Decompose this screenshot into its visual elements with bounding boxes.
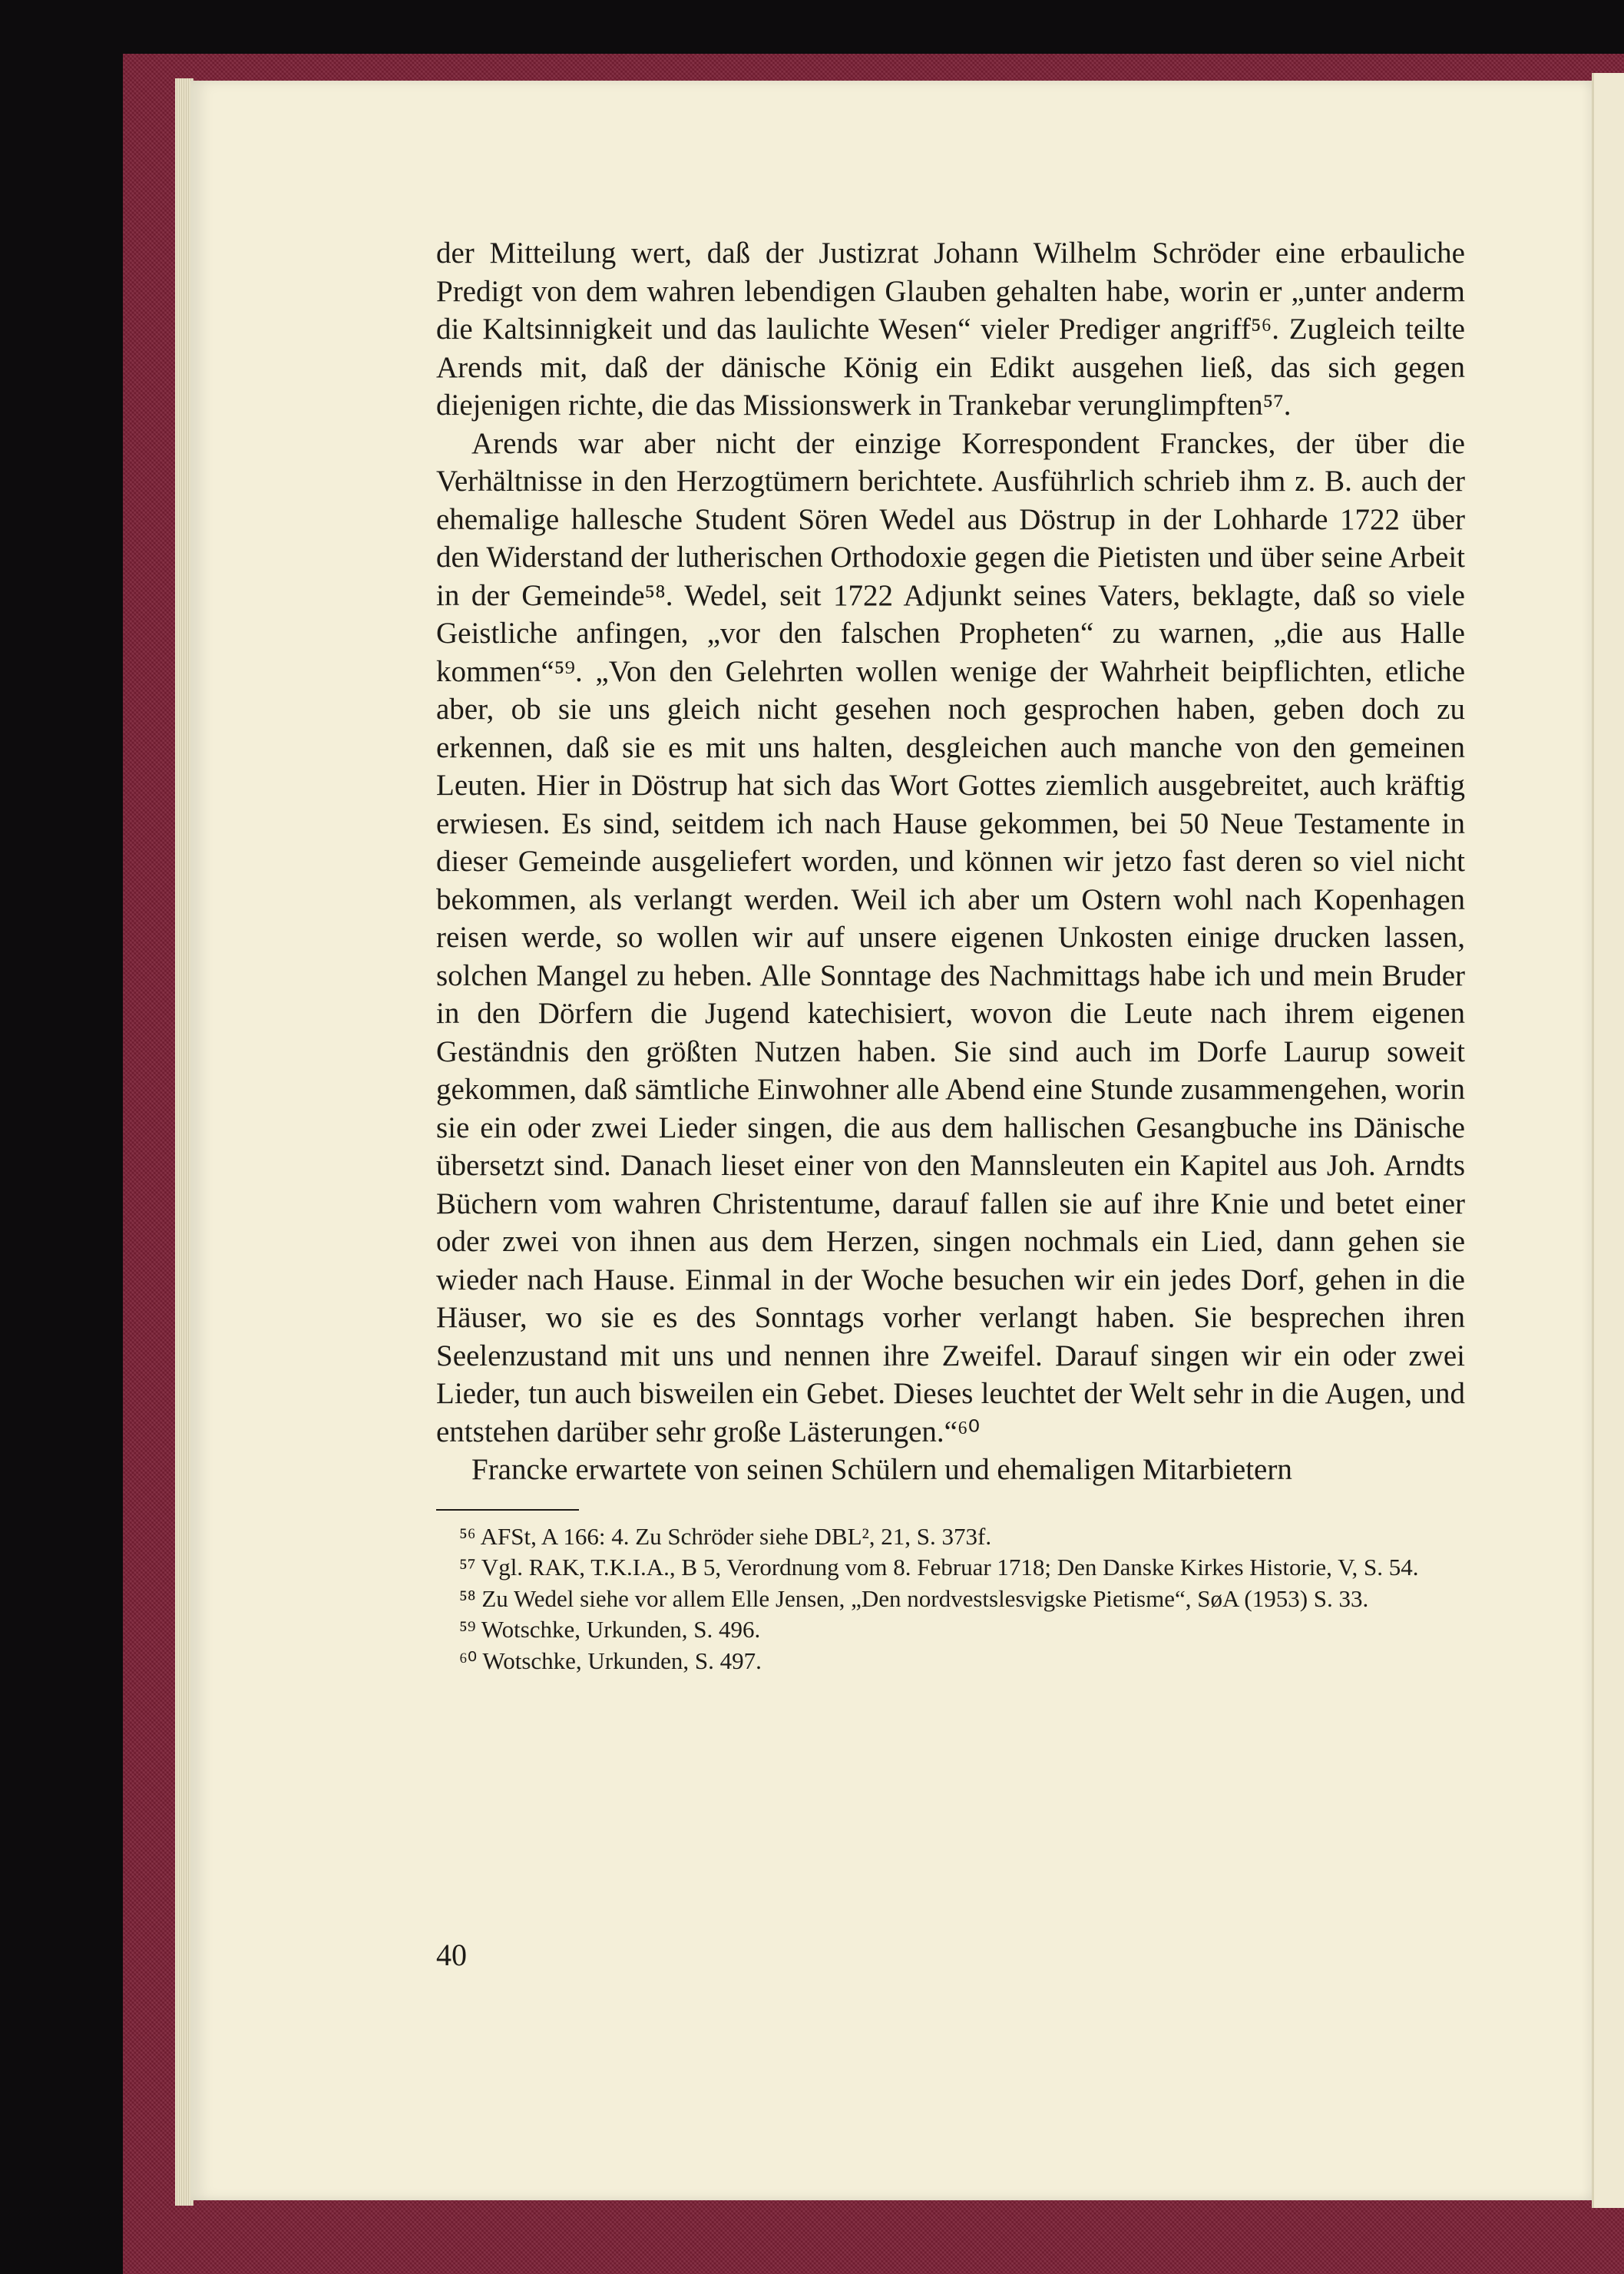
paragraph-3: Francke erwartete von seinen Schülern und ehemaligen Mitarbietern (471, 1453, 1292, 1486)
footnotes (436, 1521, 1465, 1677)
footnote-separator (436, 1509, 579, 1511)
footnote-59: ⁵⁹ Wotschke, Urkunden, S. 496. (459, 1616, 761, 1643)
footnote-56: ⁵⁶ AFSt, A 166: 4. Zu Schröder siehe DBL², 21, S. 373f. (459, 1522, 992, 1550)
paragraph-1: der Mitteilung wert, daß der Justizrat Johann Wilhelm Schröder eine erbauliche Predigt von dem wahren lebendigen Glauben gehalten habe, worin er „unter anderm die Kaltsinnigkeit und das laulichte Wesen“ vieler Prediger angriff⁵⁶. Zugleich teilte Arends mit, daß der dänische König ein Edikt ausgehen ließ, das sich gegen diejenigen richte, die das Missionswerk in Trankebar verunglimpften⁵⁷. (436, 237, 1465, 422)
text-block (436, 234, 1465, 1677)
paragraph-2: Arends war aber nicht der einzige Korrespondent Franckes, der über die Verhältnisse in den Herzogtümern berichtete. Ausführlich schrieb ihm z. B. auch der ehemalige hallesche Student Sören Wedel aus Döstrup in der Lohharde 1722 über den Widerstand der lutherischen Orthodoxie gegen die Pietisten und über seine Arbeit in der Gemeinde⁵⁸. Wedel, seit 1722 Adjunkt seines Vaters, beklagte, daß so viele Geistliche anfingen, „vor den falschen Propheten“ zu warnen, „die aus Halle kommen“⁵⁹. „Von den Gelehrten wollen wenige der Wahrheit beipflichten, etliche aber, ob sie uns gleich nicht gesehen noch gesprochen haben, geben doch zu erkennen, daß sie es mit uns halten, desgleichen auch manche von den gemeinen Leuten. Hier in Döstrup hat sich das Wort Gottes ziemlich ausgebreitet, auch kräftig erwiesen. Es sind, seitdem ich nach Hause gekommen, bei 50 Neue Testamente in dieser Gemeinde ausgeliefert worden, und können wir jetzo fast deren so viel nicht bekommen, als verlangt werden. Weil ich aber um Ostern wohl nach Kopenhagen reisen werde, so wollen wir auf unsere eigenen Unkosten einige drucken lassen, solchen Mangel zu heben. Alle Sonntage des Nachmittags habe ich und mein Bruder in den Dörfern die Jugend katechisiert, wovon die Leute nach ihrem eigenen Geständnis den größten Nutzen haben. Sie sind auch im Dorfe Laurup soweit gekommen, daß sämtliche Einwohner alle Abend eine Stunde zusammengehen, worin sie ein oder zwei Lieder singen, die aus dem hallischen Gesangbuche ins Dänische übersetzt sind. Danach lieset einer von den Mannsleuten ein Kapitel aus Joh. Arndts Büchern vom wahren Christentume, darauf fallen sie auf ihre Knie und betet einer oder zwei von ihnen aus dem Herzen, singen nochmals ein Lied, dann gehen sie wieder nach Hause. Einmal in der Woche besuchen wir ein jedes Dorf, gehen in die Häuser, wo sie es des Sonntags vorher verlangt haben. Sie besprechen ihren Seelenzustand mit uns und nennen ihre Zweifel. Darauf singen wir ein oder zwei Lieder, tun auch bisweilen ein Gebet. Dieses leuchtet der Welt sehr in die Augen, und entstehen darüber sehr große Lästerungen.“⁶⁰ (436, 426, 1465, 1448)
body-text (436, 234, 1465, 1489)
footnote-60: ⁶⁰ Wotschke, Urkunden, S. 497. (459, 1647, 762, 1674)
facing-page-edge (1592, 73, 1624, 2208)
footnote-58: ⁵⁸ Zu Wedel siehe vor allem Elle Jensen, „Den nordvestslesvigske Pietisme“, SøA (1953) S. 33. (459, 1584, 1369, 1612)
page-number: 40 (436, 1938, 467, 1972)
footnote-57: ⁵⁷ Vgl. RAK, T.K.I.A., B 5, Verordnung vom 8. Februar 1718; Den Danske Kirkes Historie, V, S. 54. (459, 1554, 1419, 1581)
